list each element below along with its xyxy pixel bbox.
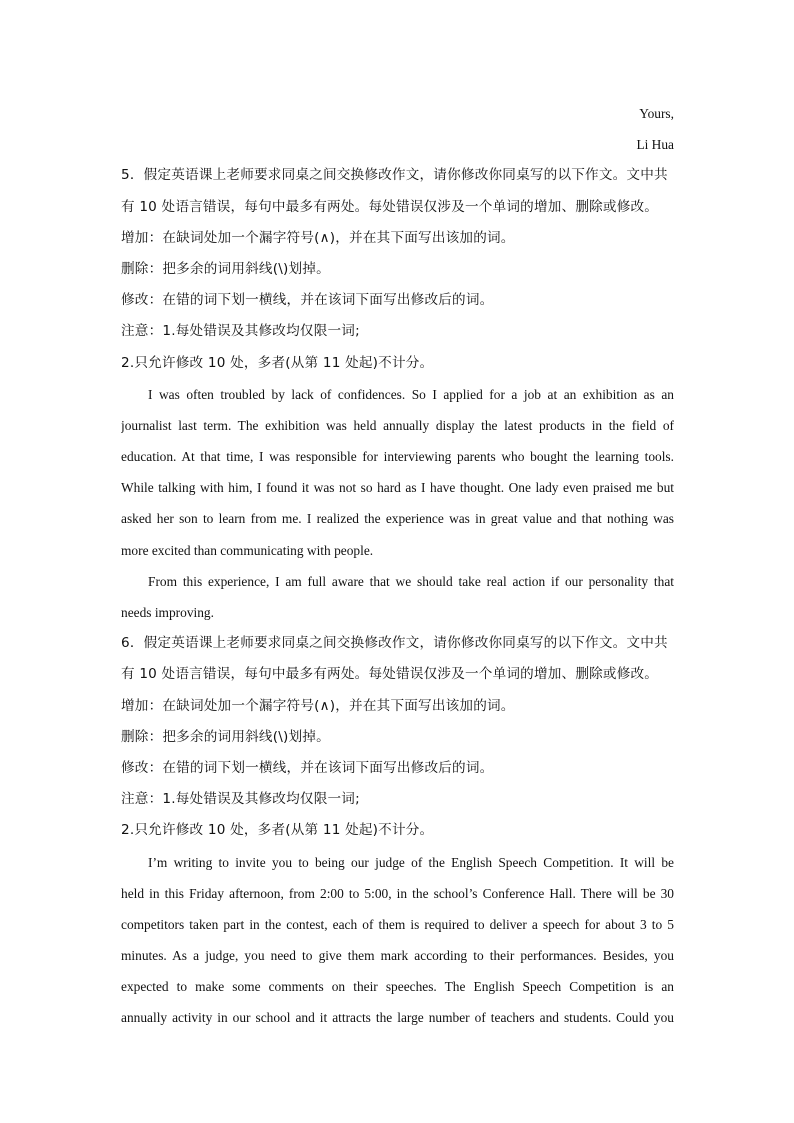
q6-note-2: 2.只允许修改 10 处，多者(从第 11 处起)不计分。 (121, 822, 434, 839)
q6-rule-modify: 修改：在错的词下划一横线，并在该词下面写出修改后的词。 (121, 759, 494, 776)
letter-signature: Li Hua (636, 137, 674, 153)
q5-rule-add: 增加：在缺词处加一个漏字符号(∧)，并在其下面写出该加的词。 (121, 229, 515, 246)
q6-instruction-line-1: 6．假定英语课上老师要求同桌之间交换修改作文，请你修改你同桌写的以下作文。文中共 (121, 635, 668, 652)
q6-instruction-line-2: 有 10 处语言错误，每句中最多有两处。每处错误仅涉及一个单词的增加、删除或修改。 (121, 666, 659, 683)
q6-passage-line: competitors taken part in the contest, each of them is required to deliver a speech for about 3 to 5 (121, 916, 674, 932)
q6-passage-line: held in this Friday afternoon, from 2:00 to 5:00, in the school’s Conference Hall. There will be 30 (121, 885, 674, 901)
q6-passage-line: minutes. As a judge, you need to give them mark according to their performances. Besides, you (121, 948, 674, 964)
q5-passage-line: asked her son to learn from me. I realized the experience was in great value and that nothing was (121, 511, 674, 527)
q5-passage-line: journalist last term. The exhibition was held annually display the latest products in the field of (121, 417, 674, 433)
q5-passage-line: From this experience, I am full aware that we should take real action if our personality that (148, 573, 674, 589)
q6-rule-add: 增加：在缺词处加一个漏字符号(∧)，并在其下面写出该加的词。 (121, 697, 515, 714)
q5-instruction-line-2: 有 10 处语言错误，每句中最多有两处。每处错误仅涉及一个单词的增加、删除或修改。 (121, 198, 659, 215)
q5-passage-line: While talking with him, I found it was not so hard as I have thought. One lady even praised me but (121, 480, 674, 496)
q6-passage-line: expected to make some comments on their speeches. The English Speech Competition is an (121, 979, 674, 995)
q5-passage (121, 379, 674, 629)
question-6 (121, 628, 674, 1033)
q6-passage-line: I’m writing to invite you to being our judge of the English Speech Competition. It will be (148, 854, 674, 870)
q5-note-1: 注意：1.每处错误及其修改均仅限一词; (121, 323, 360, 340)
q6-passage-line: annually activity in our school and it attracts the large number of teachers and students. Could you (121, 1010, 674, 1026)
question-5 (121, 160, 674, 628)
q5-rule-delete: 删除：把多余的词用斜线(\)划掉。 (121, 260, 330, 277)
letter-signoff: Yours, (639, 106, 674, 121)
q5-passage-line: more excited than communicating with people. (121, 542, 374, 558)
q5-note-2: 2.只允许修改 10 处，多者(从第 11 处起)不计分。 (121, 354, 434, 371)
q5-rule-modify: 修改：在错的词下划一横线，并在该词下面写出修改后的词。 (121, 292, 494, 309)
page-content (121, 98, 674, 1034)
q5-instruction-line-1: 5．假定英语课上老师要求同桌之间交换修改作文，请你修改你同桌写的以下作文。文中共 (121, 167, 668, 184)
q5-passage-line: education. At that time, I was responsible for interviewing parents who bought the learning tools. (121, 449, 674, 465)
q6-rule-delete: 删除：把多余的词用斜线(\)划掉。 (121, 728, 330, 745)
q5-passage-line: needs improving. (121, 605, 214, 620)
q5-passage-line: I was often troubled by lack of confidences. So I applied for a job at an exhibition as an (148, 386, 674, 402)
q6-note-1: 注意：1.每处错误及其修改均仅限一词; (121, 791, 360, 808)
q6-passage (121, 847, 674, 1034)
